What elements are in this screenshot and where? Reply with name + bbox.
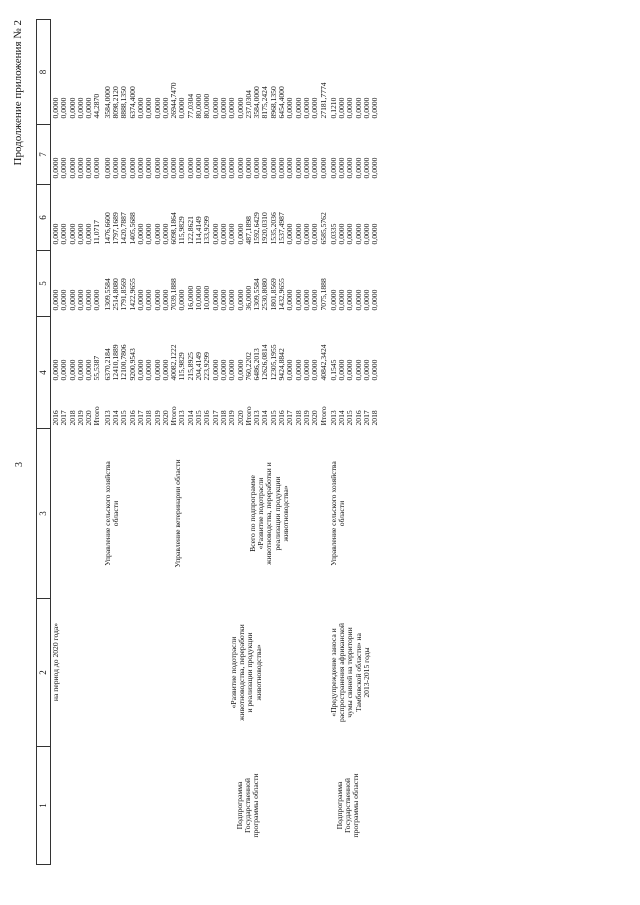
executor-cell: Управление сельского хозяйства области Управление ветеринарии области Всего по подпрограмме «Развитие подотрасли животноводства, переработки и реализации продукции животноводства»	[102, 459, 290, 568]
values-col8: 3584,0000 8098,2120 8888,1350 6374,4000 0,0000 0,0000 0,0000 0,0000 26944,7470 0,0000 77,0304 80,0000 80,0000 0,0000 0,0000 0,0000 0,0000 237,0304 3584,0000 8175,2424 8968,1350 6454,4000 0,0000 0,0000 0,0000 0,0000 27181,7774	[102, 82, 328, 119]
page-number: 3	[14, 462, 25, 467]
values-col8: 0,1210 0,0000 0,0000 0,0000 0,0000 0,0000	[328, 97, 380, 119]
column-header: 3	[37, 429, 51, 599]
values-col5: 1309,5584 2514,8080 1791,8569 1422,9655 0,0000 0,0000 0,0000 0,0000 7039,1888 0,0000 16,0000 10,0000 10,0000 0,0000 0,0000 0,0000 0,0000 36,0000 1309,5584 2530,8080 1801,8569 1432,9655 0,0000 0,0000 0,0000 0,0000 7075,1888	[102, 278, 328, 311]
values-col7: 0,0000 0,0000 0,0000 0,0000 0,0000 0,0000 0,0000 0,0000 0,0000 0,0000 0,0000 0,0000 0,0000 0,0000 0,0000 0,0000 0,0000 0,0000 0,0000 0,0000 0,0000 0,0000 0,0000 0,0000 0,0000 0,0000 0,0000	[102, 157, 328, 179]
values-col8: 0,0000 0,0000 0,0000 0,0000 0,0000 44,2870	[51, 93, 102, 119]
budget-table	[36, 19, 381, 865]
subprogram-name: «Развитие подотрасли животноводства, переработки и реализации продукции животноводства»	[228, 624, 263, 721]
values-col6: 1476,6600 1797,1689 1420,7887 1405,5688 0,0000 0,0000 0,0000 0,0000 6098,1864 115,9829 122,8621 114,4149 133,9299 0,0000 0,0000 0,0000 0,0000 487,1898 1592,6429 1920,0310 1535,2036 1537,4987 0,0000 0,0000 0,0000 0,0000 6585,5762	[102, 212, 328, 245]
column-header: 6	[37, 185, 51, 251]
years-cell: 2013 2014 2015 2016 2017 2018 2019 2020 Итого 2013 2014 2015 2016 2017 2018 2019 2020 Итого 2013 2014 2015 2016 2017 2018 2019 2020 Итого	[102, 406, 328, 426]
table-row	[329, 20, 381, 865]
years-cell: 2016 2017 2018 2019 2020 Итого	[51, 406, 102, 426]
column-header: 2	[37, 599, 51, 747]
values-col4: 0,0000 0,0000 0,0000 0,0000 0,0000 55,5387	[51, 355, 102, 381]
column-header: 7	[37, 125, 51, 185]
subprogram-type: Подпрограмма Государственной программы области	[234, 773, 261, 838]
table-row	[51, 20, 103, 865]
executor-cell: Управление сельского хозяйства области	[328, 461, 347, 566]
values-col5: 0,0000 0,0000 0,0000 0,0000 0,0000 0,0000	[51, 289, 102, 311]
values-col4: 6370,2184 12410,1889 12100,7806 9200,9543 0,0000 0,0000 0,0000 0,0000 40082,1222 115,9829 215,8925 204,4149 223,9299 0,0000 0,0000 0,0000 0,0000 760,2202 6486,2013 12626,0814 12305,1955 9424,8842 0,0000 0,0000 0,0000 0,0000 40842,3424	[102, 344, 328, 381]
values-col7: 0,0000 0,0000 0,0000 0,0000 0,0000 0,0000	[51, 157, 102, 179]
column-header: 4	[37, 317, 51, 429]
subprogram-name: «Предупреждение заноса и распространения африканской чумы свиней на территории Тамбовской области» на 2013-2015 годы	[328, 623, 371, 722]
column-header: 1	[37, 747, 51, 865]
top-note: на период до 2020 года»	[51, 622, 60, 702]
subprogram-type: Подпрограмма Государственной программы области	[334, 773, 361, 838]
continuation-note: Продолжение приложения № 2	[12, 20, 24, 166]
table-row	[103, 20, 329, 865]
column-header: 8	[37, 20, 51, 125]
values-col4: 0,1545 0,0000 0,0000 0,0000 0,0000 0,0000	[328, 359, 380, 381]
column-number-row	[37, 20, 51, 865]
years-cell: 2013 2014 2015 2016 2017 2018	[328, 410, 380, 426]
values-col7: 0,0000 0,0000 0,0000 0,0000 0,0000 0,0000	[328, 157, 380, 179]
values-col6: 0,0000 0,0000 0,0000 0,0000 0,0000 11,0717	[51, 220, 102, 245]
values-col5: 0,0000 0,0000 0,0000 0,0000 0,0000 0,0000	[328, 289, 380, 311]
values-col6: 0,0335 0,0000 0,0000 0,0000 0,0000 0,0000	[328, 223, 380, 245]
column-header: 5	[37, 251, 51, 317]
